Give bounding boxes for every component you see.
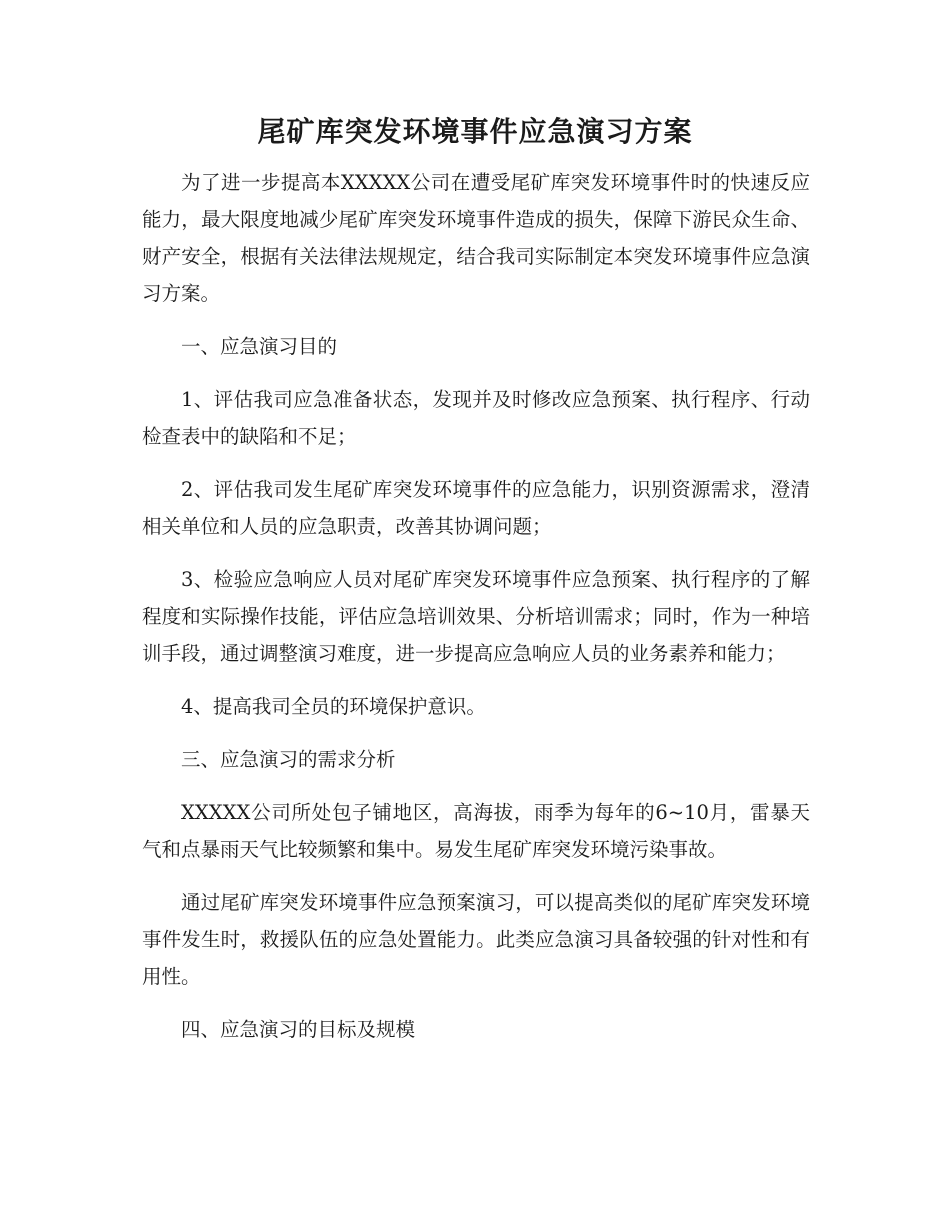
needs-paragraph-1: XXXXX公司所处包子铺地区，高海拔，雨季为每年的6~10月，雷暴天气和点暴雨天气比较频繁和集中。易发生尾矿库突发环境污染事故。 — [142, 801, 810, 861]
purpose-item-4: 4、提高我司全员的环境保护意识。 — [181, 695, 486, 718]
document-title: 尾矿库突发环境事件应急演习方案 — [257, 115, 693, 148]
intro-paragraph: 为了进一步提高本XXXXX公司在遭受尾矿库突发环境事件时的快速反应能力，最大限度地减少尾矿库突发环境事件造成的损失，保障下游民众生命、财产安全，根据有关法律法规规定，结合我司实际制定本突发环境事件应急演习方案。 — [142, 171, 810, 305]
needs-paragraph-2: 通过尾矿库突发环境事件应急预案演习，可以提高类似的尾矿库突发环境事件发生时，救援队伍的应急处置能力。此类应急演习具备较强的针对性和有用性。 — [142, 891, 810, 988]
purpose-item-3: 3、检验应急响应人员对尾矿库突发环境事件应急预案、执行程序的了解程度和实际操作技能，评估应急培训效果、分析培训需求；同时，作为一种培训手段，通过调整演习难度，进一步提高应急响应人员的业务素养和能力； — [142, 568, 810, 665]
purpose-item-2: 2、评估我司发生尾矿库突发环境事件的应急能力，识别资源需求，澄清相关单位和人员的应急职责，改善其协调问题； — [142, 478, 810, 538]
section-heading-goals: 四、应急演习的目标及规模 — [181, 1018, 416, 1041]
document-body — [142, 164, 810, 1048]
purpose-item-1: 1、评估我司应急准备状态，发现并及时修改应急预案、执行程序、行动检查表中的缺陷和不足； — [142, 388, 810, 448]
section-heading-purpose: 一、应急演习目的 — [181, 335, 338, 358]
section-heading-needs: 三、应急演习的需求分析 — [181, 748, 396, 771]
